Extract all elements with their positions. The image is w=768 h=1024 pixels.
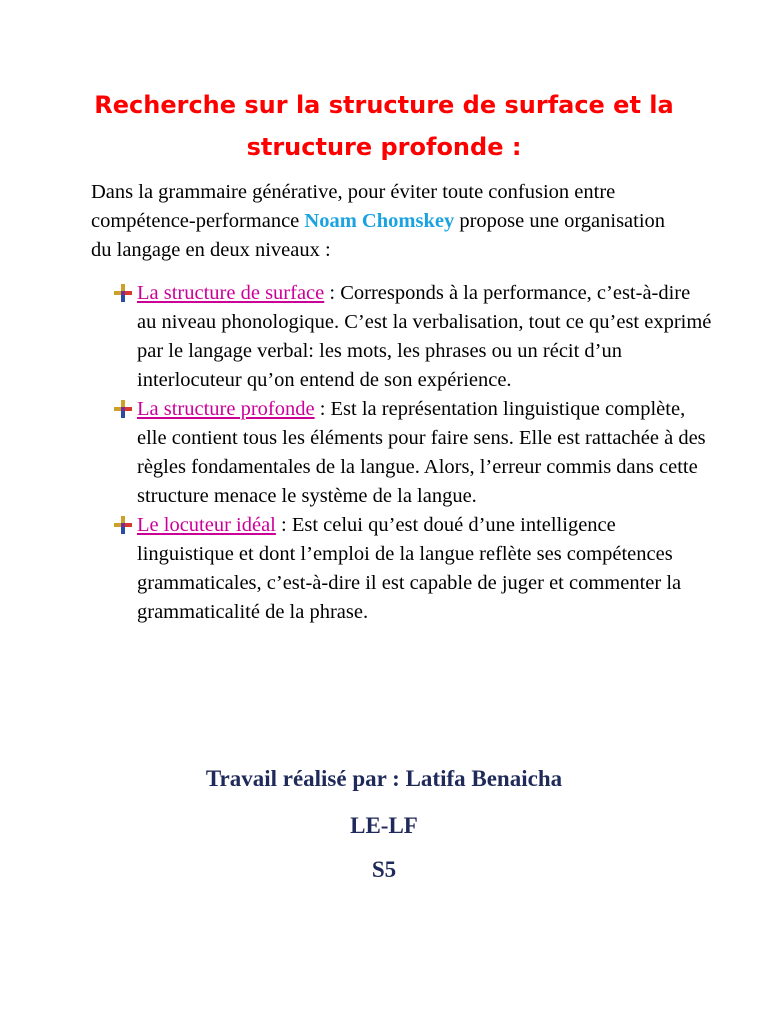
four-pointed-star-bullet-icon <box>113 515 133 535</box>
term-surface-structure: La structure de surface <box>137 282 325 304</box>
author-name: Noam Chomskey <box>304 210 455 232</box>
author-credit: Travail réalisé par : Latifa Benaicha <box>205 766 563 791</box>
definition-ideal-speaker: : Est celui qu’est doué d’une intelligence linguistique et dont l’emploi de la langue reflète ses compétences grammaticales, c’est-à-dire il est capable de juger et commenter la grammaticalité de la phrase. <box>137 514 682 623</box>
group-label: LE-LF <box>350 813 418 838</box>
definition-deep-structure: : Est la représentation linguistique complète, elle contient tous les éléments pour faire sens. Elle est rattachée à des règles fondamentales de la langue. Alors, l’erreur commis dans cette structure menace le système de la langue. <box>137 398 706 507</box>
four-pointed-star-bullet-icon <box>113 399 133 419</box>
term-ideal-speaker: Le locuteur idéal <box>137 514 276 536</box>
semester-label: S5 <box>371 857 397 882</box>
bullet-list <box>113 279 713 627</box>
term-deep-structure: La structure profonde <box>137 398 315 420</box>
intro-paragraph <box>91 178 671 265</box>
intro-text-before: Dans la grammaire générative, pour éviter toute confusion entre compétence-performance <box>91 181 616 232</box>
title-line-1: Recherche sur la structure de surface et la <box>94 91 674 119</box>
list-item <box>113 279 713 395</box>
list-item <box>113 511 713 627</box>
list-item <box>113 395 713 511</box>
four-pointed-star-bullet-icon <box>113 283 133 303</box>
definition-surface-structure: : Corresponds à la performance, c’est-à-dire au niveau phonologique. C’est la verbalisation, tout ce qu’est exprimé par le langage verbal: les mots, les phrases ou un récit d’un interlocuteur qu’on entend de son expérience. <box>137 282 712 391</box>
intro-text-after: propose une organisation du langage en deux niveaux : <box>91 210 666 261</box>
title-line-2: structure profonde : <box>246 133 522 161</box>
document-title <box>40 84 728 168</box>
